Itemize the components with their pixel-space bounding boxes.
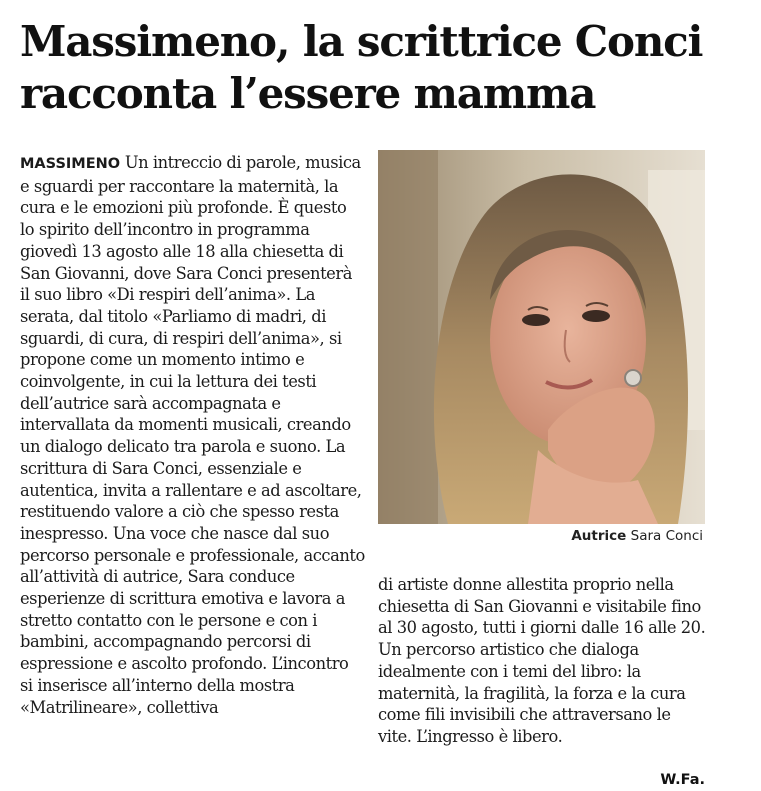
article-body-part-2: di artiste donne allestita proprio nella chiesetta di San Giovanni e visitabile fino al 30 agosto, tutti i giorni dalle 16 alle 20. Un percorso artistico che dialoga idealmente con i temi del libro: la maternità, la fragilità, la forza e la cura come fili invisibili che attraversano le vite. L’ingresso è libero. bbox=[378, 575, 706, 746]
headline-line-2: racconta l’essere mamma bbox=[20, 69, 596, 118]
author-photo bbox=[378, 150, 705, 524]
caption-text: Sara Conci bbox=[630, 528, 703, 544]
article-column-1 bbox=[20, 152, 365, 718]
headline-line-1: Massimeno, la scrittrice Conci bbox=[20, 17, 703, 66]
author-signature: W.Fa. bbox=[660, 772, 705, 788]
headline bbox=[20, 16, 745, 120]
article-column-2 bbox=[378, 574, 708, 748]
author-portrait-image bbox=[378, 150, 705, 524]
caption-label: Autrice bbox=[571, 528, 627, 544]
photo-caption bbox=[571, 528, 703, 544]
article-body-part-1: Un intreccio di parole, musica e sguardi per raccontare la maternità, la cura e le emozioni più profonde. È questo lo spirito dell’incontro in programma giovedì 13 agosto alle 18 alla chiesetta di San Giovanni, dove Sara Conci presenterà il suo libro «Di respiri dell’anima». La serata, dal titolo «Parliamo di madri, di sguardi, di cura, di respiri dell’anima», si propone come un momento intimo e coinvolgente, in cui la lettura dei testi dell’autrice sarà accompagnata e intervallata da momenti musicali, creando un dialogo delicato tra parola e suono. La scrittura di Sara Conci, essenziale e autentica, invita a rallentare e ad ascoltare, restituendo valore a ciò che spesso resta inespresso. Una voce che nasce dal suo percorso personale e professionale, accanto all’attività di autrice, Sara conduce esperienze di scrittura emotiva e lavora a stretto contatto con le persone e con i bambini, accompagnando percorsi di espressione e ascolto profondo. L’incontro si inserisce all’interno della mostra «Matrilineare», collettiva bbox=[20, 153, 365, 717]
dateline: MASSIMENO bbox=[20, 156, 121, 172]
